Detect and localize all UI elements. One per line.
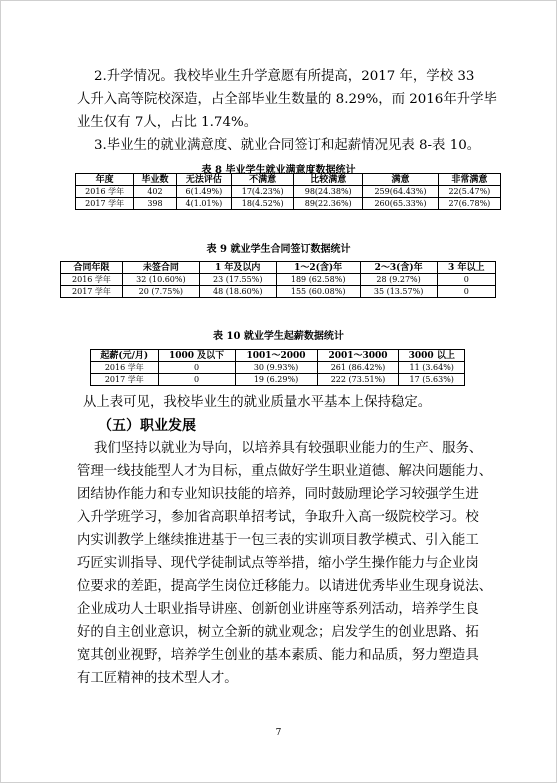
table-cell: 2017 学年 [91,374,159,386]
table-cell: 23 (17.55%) [199,274,276,286]
table-cell: 2017 学年 [76,198,134,210]
table-row [61,286,496,298]
table-cell: 98(24.38%) [294,186,363,198]
table-cell: 48 (18.60%) [199,286,276,298]
table9-header-cell: 2～3(含)年 [360,262,437,274]
table9-header-cell: 3 年以上 [437,262,495,274]
table-row [61,274,496,286]
table-cell: 398 [134,198,176,210]
table-row [76,186,501,198]
table10-header-cell: 起薪(元/月) [91,350,159,362]
table-cell: 2016 学年 [76,186,134,198]
table8-header-cell: 年度 [76,174,134,186]
table-cell: 22(5.47%) [438,186,500,198]
summary-line: 从上表可见，我校毕业生的就业质量水平基本上保持稳定。 [83,395,432,410]
table-cell: 20 (7.75%) [122,286,199,298]
paragraph-line: 巧匠实训指导、现代学徒制试点等举措，缩小学生操作能力与企业岗 [77,556,479,571]
table-cell: 155 (60.08%) [276,286,360,298]
table-row [91,374,465,386]
table-cell: 28 (9.27%) [360,274,437,286]
paragraph-line: 业生仅有 7人，占比 1.74%。 [77,115,258,130]
table-row [76,198,501,210]
table10 [90,349,465,386]
paragraph-line: 内实训教学上继续推进基于一包三表的实训项目教学模式、引入能工 [77,533,479,548]
page-number: 7 [275,728,282,738]
table9-header-row [61,262,496,274]
table-cell: 19 (6.29%) [235,374,317,386]
section-heading: （五）职业发展 [98,418,196,434]
table8 [75,173,501,210]
paragraph-line: 有工匠精神的技术型人才。 [77,671,238,686]
paragraph-line: 2.升学情况。我校毕业生升学意愿有所提高，2017 年，学校 33 [94,69,475,84]
table-cell: 6(1.49%) [176,186,231,198]
table-cell: 189 (62.58%) [276,274,360,286]
table8-caption: 表 8 毕业学生就业满意度数据统计 [201,165,356,176]
table-cell: 2016 学年 [61,274,123,286]
table-cell: 17 (5.63%) [399,374,465,386]
table-row [91,362,465,374]
table-cell: 2017 学年 [61,286,123,298]
table-cell: 2016 学年 [91,362,159,374]
table8-header-cell: 无法评估 [176,174,231,186]
table-cell: 11 (3.64%) [399,362,465,374]
table-cell: 260(65.33%) [363,198,439,210]
paragraph-line: 人升入高等院校深造，占全部毕业生数量的 8.29%，而 2016年升学毕 [77,92,497,107]
table8-header-cell: 不满意 [232,174,294,186]
table-cell: 27(6.78%) [438,198,500,210]
paragraph-line: 宽其创业视野，培养学生创业的基本素质、能力和品质，努力塑造具 [77,648,479,663]
table-cell: 402 [134,186,176,198]
table-cell: 32 (10.60%) [122,274,199,286]
table9-header-cell: 1 年及以内 [199,262,276,274]
paragraph-line: 企业成功人士职业指导讲座、创新创业讲座等系列活动，培养学生良 [77,602,479,617]
table10-header-cell: 1001～2000 [235,350,317,362]
table-cell: 259(64.43%) [363,186,439,198]
paragraph-line: 位要求的差距，提高学生岗位迁移能力。以请进优秀毕业生现身说法、 [77,579,493,594]
table9 [60,261,496,298]
table-cell: 0 [158,362,235,374]
table-cell: 0 [158,374,235,386]
table8-header-cell: 比较满意 [294,174,363,186]
paragraph-line: 管理一线技能型人才为目标，重点做好学生职业道德、解决问题能力、 [77,464,493,479]
table8-header-cell: 毕业数 [134,174,176,186]
table10-caption: 表 10 就业学生起薪数据统计 [213,331,344,342]
table9-header-cell: 1～2(含)年 [276,262,360,274]
paragraph-line: 我们坚持以就业为导向，以培养具有较强职业能力的生产、服务、 [94,441,483,456]
table-cell: 261 (86.42%) [317,362,399,374]
paragraph-line: 3.毕业生的就业满意度、就业合同签订和起薪情况见表 8-表 10。 [94,138,481,153]
table9-caption: 表 9 就业学生合同签订数据统计 [206,244,351,255]
paragraph-line: 入升学班学习，参加省高职单招考试，争取升入高一级院校学习。校 [77,510,479,525]
table8-header-cell: 满意 [363,174,439,186]
table-cell: 30 (9.93%) [235,362,317,374]
table10-header-cell: 3000 以上 [399,350,465,362]
table-cell: 17(4.23%) [232,186,294,198]
table10-header-cell: 1000 及以下 [158,350,235,362]
table10-header-cell: 2001～3000 [317,350,399,362]
table9-header-cell: 合同年限 [61,262,123,274]
table8-header-row [76,174,501,186]
table-cell: 222 (73.51%) [317,374,399,386]
table-cell: 0 [437,286,495,298]
table9-header-cell: 未签合同 [122,262,199,274]
table-cell: 35 (13.57%) [360,286,437,298]
paragraph-line: 好的自主创业意识，树立全新的就业观念；启发学生的创业思路、拓 [77,625,479,640]
table-cell: 18(4.52%) [232,198,294,210]
table-cell: 4(1.01%) [176,198,231,210]
paragraph-line: 团结协作能力和专业知识技能的培养，同时鼓励理论学习较强学生进 [77,487,479,502]
table10-header-row [91,350,465,362]
table8-header-cell: 非常满意 [438,174,500,186]
table-cell: 89(22.36%) [294,198,363,210]
table-cell: 0 [437,274,495,286]
